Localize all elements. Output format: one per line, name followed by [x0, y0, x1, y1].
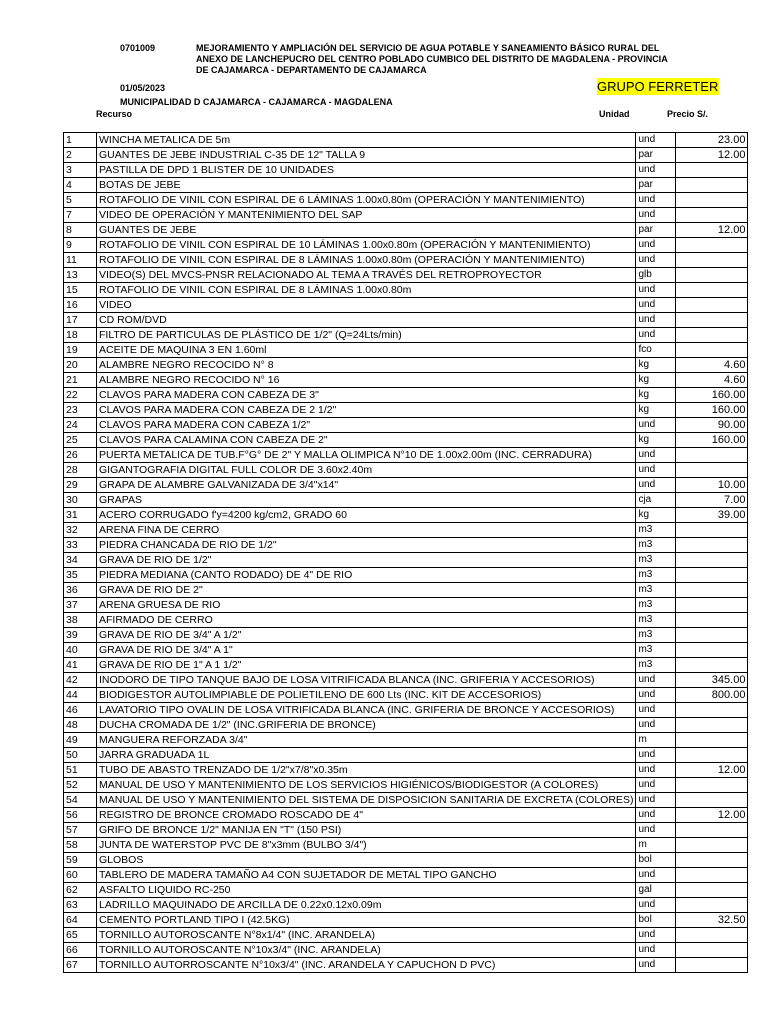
resource-price: [676, 853, 748, 868]
table-row: [64, 433, 748, 448]
table-row: [64, 628, 748, 643]
table-row: [64, 133, 748, 148]
resource-description: MANGUERA REFORZADA 3/4": [97, 733, 636, 748]
resource-unit: und: [636, 208, 676, 223]
resource-unit: und: [636, 418, 676, 433]
resource-description: ACERO CORRUGADO f'y=4200 kg/cm2, GRADO 60: [97, 508, 636, 523]
row-number: 1: [64, 133, 97, 148]
resource-description: FILTRO DE PARTICULAS DE PLÁSTICO DE 1/2" (Q=24Lts/min): [97, 328, 636, 343]
resource-unit: und: [636, 928, 676, 943]
resource-unit: m3: [636, 658, 676, 673]
row-number: 19: [64, 343, 97, 358]
table-row: [64, 658, 748, 673]
resource-table-body: [64, 133, 748, 973]
table-row: [64, 208, 748, 223]
resource-unit: m3: [636, 643, 676, 658]
resource-unit: m3: [636, 583, 676, 598]
resource-unit: m3: [636, 523, 676, 538]
resource-unit: bol: [636, 913, 676, 928]
table-row: [64, 388, 748, 403]
table-row: [64, 238, 748, 253]
table-row: [64, 763, 748, 778]
resource-description: GRAVA DE RIO DE 3/4" A 1": [97, 643, 636, 658]
row-number: 15: [64, 283, 97, 298]
table-row: [64, 778, 748, 793]
resource-unit: par: [636, 148, 676, 163]
row-number: 18: [64, 328, 97, 343]
resource-price: 160.00: [676, 388, 748, 403]
resource-price: 32.50: [676, 913, 748, 928]
row-number: 58: [64, 838, 97, 853]
row-number: 3: [64, 163, 97, 178]
resource-price: [676, 793, 748, 808]
table-row: [64, 568, 748, 583]
resource-description: DUCHA CROMADA DE 1/2" (INC.GRIFERIA DE BRONCE): [97, 718, 636, 733]
resource-price: [676, 868, 748, 883]
resource-price: [676, 538, 748, 553]
resource-price: [676, 328, 748, 343]
resource-description: GRAVA DE RIO DE 2": [97, 583, 636, 598]
resource-price: 7.00: [676, 493, 748, 508]
project-code: 0701009: [120, 43, 156, 53]
resource-price: 12.00: [676, 763, 748, 778]
row-number: 38: [64, 613, 97, 628]
resource-price: 800.00: [676, 688, 748, 703]
resource-description: GLOBOS: [97, 853, 636, 868]
resource-price: [676, 163, 748, 178]
resource-description: CLAVOS PARA MADERA CON CABEZA DE 3": [97, 388, 636, 403]
resource-description: JUNTA DE WATERSTOP PVC DE 8"x3mm (BULBO 3/4"): [97, 838, 636, 853]
table-row: [64, 508, 748, 523]
resource-unit: m3: [636, 538, 676, 553]
resource-unit: und: [636, 463, 676, 478]
resource-price: [676, 598, 748, 613]
resource-unit: und: [636, 943, 676, 958]
row-number: 26: [64, 448, 97, 463]
resource-unit: par: [636, 178, 676, 193]
company-name: GRUPO FERRETER: [597, 79, 719, 94]
resource-description: VIDEO(S) DEL MVCS-PNSR RELACIONADO AL TEMA A TRAVÉS DEL RETROPROYECTOR: [97, 268, 636, 283]
resource-description: GIGANTOGRAFIA DIGITAL FULL COLOR DE 3.60x2.40m: [97, 463, 636, 478]
resource-price: [676, 553, 748, 568]
resource-price: [676, 748, 748, 763]
row-number: 30: [64, 493, 97, 508]
resource-description: GRAVA DE RIO DE 3/4" A 1/2": [97, 628, 636, 643]
resource-description: ROTAFOLIO DE VINIL CON ESPIRAL DE 6 LÁMINAS 1.00x0.80m (OPERACIÓN Y MANTENIMIENTO): [97, 193, 636, 208]
row-number: 34: [64, 553, 97, 568]
resource-unit: und: [636, 673, 676, 688]
resource-price: [676, 343, 748, 358]
row-number: 66: [64, 943, 97, 958]
table-row: [64, 478, 748, 493]
resource-price: 39.00: [676, 508, 748, 523]
table-row: [64, 733, 748, 748]
resource-unit: und: [636, 163, 676, 178]
column-header-resource: Recurso: [96, 109, 133, 119]
resource-price: [676, 823, 748, 838]
resource-price: 12.00: [676, 223, 748, 238]
table-row: [64, 868, 748, 883]
resource-description: ROTAFOLIO DE VINIL CON ESPIRAL DE 8 LÁMINAS 1.00x0.80m: [97, 283, 636, 298]
resource-price: [676, 898, 748, 913]
table-row: [64, 223, 748, 238]
resource-price: 23.00: [676, 133, 748, 148]
resource-price: [676, 733, 748, 748]
resource-price: [676, 283, 748, 298]
resource-price: 160.00: [676, 433, 748, 448]
row-number: 63: [64, 898, 97, 913]
row-number: 32: [64, 523, 97, 538]
resource-unit: fco: [636, 343, 676, 358]
resource-price: [676, 448, 748, 463]
resource-description: GRAPA DE ALAMBRE GALVANIZADA DE 3/4"x14": [97, 478, 636, 493]
resource-description: TABLERO DE MADERA TAMAÑO A4 CON SUJETADOR DE METAL TIPO GANCHO: [97, 868, 636, 883]
row-number: 59: [64, 853, 97, 868]
resource-unit: und: [636, 868, 676, 883]
table-row: [64, 823, 748, 838]
document-date: 01/05/2023: [120, 83, 166, 93]
resource-description: GRIFO DE BRONCE 1/2" MANIJA EN "T" (150 PSI): [97, 823, 636, 838]
row-number: 42: [64, 673, 97, 688]
resource-price: [676, 928, 748, 943]
row-number: 65: [64, 928, 97, 943]
table-row: [64, 268, 748, 283]
resource-unit: und: [636, 808, 676, 823]
table-row: [64, 943, 748, 958]
row-number: 2: [64, 148, 97, 163]
resource-description: VIDEO DE OPERACIÓN Y MANTENIMIENTO DEL SAP: [97, 208, 636, 223]
resource-unit: m3: [636, 628, 676, 643]
table-row: [64, 688, 748, 703]
table-row: [64, 373, 748, 388]
row-number: 20: [64, 358, 97, 373]
table-row: [64, 598, 748, 613]
resource-table: [63, 132, 748, 973]
resource-unit: m: [636, 733, 676, 748]
resource-unit: und: [636, 718, 676, 733]
resource-description: MANUAL DE USO Y MANTENIMIENTO DEL SISTEMA DE DISPOSICION SANITARIA DE EXCRETA (COLORES): [97, 793, 636, 808]
table-row: [64, 343, 748, 358]
resource-unit: m: [636, 838, 676, 853]
row-number: 50: [64, 748, 97, 763]
table-row: [64, 838, 748, 853]
resource-description: CLAVOS PARA MADERA CON CABEZA DE 2 1/2": [97, 403, 636, 418]
resource-unit: kg: [636, 358, 676, 373]
resource-price: [676, 313, 748, 328]
resource-price: [676, 883, 748, 898]
table-row: [64, 193, 748, 208]
resource-unit: und: [636, 328, 676, 343]
table-row: [64, 283, 748, 298]
table-row: [64, 793, 748, 808]
resource-price: [676, 943, 748, 958]
resource-description: PIEDRA CHANCADA DE RIO DE 1/2": [97, 538, 636, 553]
table-row: [64, 358, 748, 373]
resource-description: ARENA GRUESA DE RIO: [97, 598, 636, 613]
row-number: 62: [64, 883, 97, 898]
table-row: [64, 958, 748, 973]
row-number: 39: [64, 628, 97, 643]
resource-description: PIEDRA MEDIANA (CANTO RODADO) DE 4" DE RIO: [97, 568, 636, 583]
table-row: [64, 538, 748, 553]
row-number: 8: [64, 223, 97, 238]
resource-price: 10.00: [676, 478, 748, 493]
resource-unit: und: [636, 898, 676, 913]
row-number: 24: [64, 418, 97, 433]
row-number: 49: [64, 733, 97, 748]
resource-description: GRAVA DE RIO DE 1/2": [97, 553, 636, 568]
resource-unit: m3: [636, 613, 676, 628]
row-number: 56: [64, 808, 97, 823]
table-row: [64, 253, 748, 268]
resource-description: WINCHA METALICA DE 5m: [97, 133, 636, 148]
resource-unit: par: [636, 223, 676, 238]
row-number: 57: [64, 823, 97, 838]
resource-description: ASFALTO LIQUIDO RC-250: [97, 883, 636, 898]
row-number: 7: [64, 208, 97, 223]
resource-description: ROTAFOLIO DE VINIL CON ESPIRAL DE 8 LÁMINAS 1.00x0.80m (OPERACIÓN Y MANTENIMIENTO): [97, 253, 636, 268]
resource-unit: bol: [636, 853, 676, 868]
resource-description: MANUAL DE USO Y MANTENIMIENTO DE LOS SERVICIOS HIGIÉNICOS/BIODIGESTOR (A COLORES): [97, 778, 636, 793]
row-number: 40: [64, 643, 97, 658]
resource-price: [676, 583, 748, 598]
table-row: [64, 913, 748, 928]
resource-description: LADRILLO MAQUINADO DE ARCILLA DE 0.22x0.12x0.09m: [97, 898, 636, 913]
resource-price: [676, 268, 748, 283]
resource-description: ARENA FINA DE CERRO: [97, 523, 636, 538]
row-number: 11: [64, 253, 97, 268]
resource-price: [676, 628, 748, 643]
resource-unit: m3: [636, 598, 676, 613]
resource-price: 345.00: [676, 673, 748, 688]
row-number: 16: [64, 298, 97, 313]
resource-price: [676, 178, 748, 193]
resource-description: GUANTES DE JEBE: [97, 223, 636, 238]
resource-price: 12.00: [676, 148, 748, 163]
resource-description: TUBO DE ABASTO TRENZADO DE 1/2"x7/8"x0.35m: [97, 763, 636, 778]
resource-description: JARRA GRADUADA 1L: [97, 748, 636, 763]
table-row: [64, 523, 748, 538]
resource-price: 4.60: [676, 358, 748, 373]
table-row: [64, 553, 748, 568]
table-row: [64, 928, 748, 943]
resource-description: GUANTES DE JEBE INDUSTRIAL C-35 DE 12" TALLA 9: [97, 148, 636, 163]
table-row: [64, 178, 748, 193]
resource-price: [676, 778, 748, 793]
resource-unit: kg: [636, 403, 676, 418]
table-row: [64, 748, 748, 763]
row-number: 54: [64, 793, 97, 808]
table-row: [64, 313, 748, 328]
table-row: [64, 613, 748, 628]
row-number: 28: [64, 463, 97, 478]
resource-unit: und: [636, 283, 676, 298]
table-row: [64, 643, 748, 658]
resource-unit: und: [636, 748, 676, 763]
resource-description: BIODIGESTOR AUTOLIMPIABLE DE POLIETILENO DE 600 Lts (INC. KIT DE ACCESORIOS): [97, 688, 636, 703]
row-number: 46: [64, 703, 97, 718]
table-row: [64, 883, 748, 898]
table-row: [64, 448, 748, 463]
table-row: [64, 493, 748, 508]
resource-unit: und: [636, 298, 676, 313]
resource-unit: m3: [636, 553, 676, 568]
row-number: 22: [64, 388, 97, 403]
resource-price: [676, 613, 748, 628]
row-number: 41: [64, 658, 97, 673]
table-row: [64, 853, 748, 868]
row-number: 51: [64, 763, 97, 778]
row-number: 33: [64, 538, 97, 553]
resource-price: [676, 253, 748, 268]
resource-price: 160.00: [676, 403, 748, 418]
row-number: 23: [64, 403, 97, 418]
row-number: 4: [64, 178, 97, 193]
row-number: 13: [64, 268, 97, 283]
row-number: 67: [64, 958, 97, 973]
resource-description: GRAVA DE RIO DE 1" A 1 1/2": [97, 658, 636, 673]
resource-description: AFIRMADO DE CERRO: [97, 613, 636, 628]
table-row: [64, 703, 748, 718]
table-row: [64, 463, 748, 478]
row-number: 9: [64, 238, 97, 253]
resource-description: BOTAS DE JEBE: [97, 178, 636, 193]
resource-price: [676, 958, 748, 973]
resource-price: 90.00: [676, 418, 748, 433]
row-number: 64: [64, 913, 97, 928]
resource-unit: und: [636, 448, 676, 463]
resource-unit: und: [636, 238, 676, 253]
resource-unit: und: [636, 823, 676, 838]
resource-price: [676, 658, 748, 673]
resource-unit: und: [636, 763, 676, 778]
resource-description: TORNILLO AUTORROSCANTE N°10x3/4" (INC. ARANDELA Y CAPUCHON D PVC): [97, 958, 636, 973]
table-row: [64, 418, 748, 433]
resource-unit: glb: [636, 268, 676, 283]
row-number: 35: [64, 568, 97, 583]
table-row: [64, 403, 748, 418]
resource-unit: m3: [636, 568, 676, 583]
table-row: [64, 328, 748, 343]
project-title: MEJORAMIENTO Y AMPLIACIÓN DEL SERVICIO DE AGUA POTABLE Y SANEAMIENTO BÁSICO RURAL DEL ANEXO DE LANCHEPUCRO DEL CENTRO POBLADO CUMBICO DEL DISTRITO DE MAGDALENA - PROVINCIA DE CAJAMARCA - DEPARTAMENTO DE CAJAMARCA: [196, 43, 668, 75]
resource-unit: und: [636, 778, 676, 793]
resource-description: ACEITE DE MAQUINA 3 EN 1.60ml: [97, 343, 636, 358]
row-number: 36: [64, 583, 97, 598]
resource-price: [676, 523, 748, 538]
resource-description: ALAMBRE NEGRO RECOCIDO N° 16: [97, 373, 636, 388]
resource-description: CEMENTO PORTLAND TIPO I (42.5KG): [97, 913, 636, 928]
resource-price: 12.00: [676, 808, 748, 823]
municipality-label: MUNICIPALIDAD D CAJAMARCA - CAJAMARCA - MAGDALENA: [120, 97, 393, 107]
resource-price: [676, 703, 748, 718]
table-row: [64, 673, 748, 688]
resource-unit: gal: [636, 883, 676, 898]
resource-description: REGISTRO DE BRONCE CROMADO ROSCADO DE 4": [97, 808, 636, 823]
resource-unit: und: [636, 193, 676, 208]
resource-price: [676, 463, 748, 478]
row-number: 60: [64, 868, 97, 883]
resource-description: LAVATORIO TIPO OVALIN DE LOSA VITRIFICADA BLANCA (INC. GRIFERIA DE BRONCE Y ACCESORIOS): [97, 703, 636, 718]
row-number: 17: [64, 313, 97, 328]
resource-description: ALAMBRE NEGRO RECOCIDO N° 8: [97, 358, 636, 373]
row-number: 52: [64, 778, 97, 793]
resource-unit: und: [636, 313, 676, 328]
resource-price: [676, 718, 748, 733]
resource-description: PUERTA METALICA DE TUB.F°G° DE 2" Y MALLA OLIMPICA N°10 DE 1.00x2.00m (INC. CERRADURA): [97, 448, 636, 463]
table-row: [64, 583, 748, 598]
resource-price: [676, 568, 748, 583]
resource-unit: und: [636, 703, 676, 718]
row-number: 5: [64, 193, 97, 208]
row-number: 29: [64, 478, 97, 493]
resource-unit: und: [636, 793, 676, 808]
column-header-price: Precio S/.: [667, 109, 709, 119]
resource-description: VIDEO: [97, 298, 636, 313]
resource-description: CD ROM/DVD: [97, 313, 636, 328]
resource-unit: kg: [636, 433, 676, 448]
resource-unit: und: [636, 253, 676, 268]
resource-price: 4.60: [676, 373, 748, 388]
resource-description: ROTAFOLIO DE VINIL CON ESPIRAL DE 10 LÁMINAS 1.00x0.80m (OPERACIÓN Y MANTENIMIENTO): [97, 238, 636, 253]
resource-price: [676, 643, 748, 658]
resource-description: PASTILLA DE DPD 1 BLISTER DE 10 UNIDADES: [97, 163, 636, 178]
resource-price: [676, 298, 748, 313]
resource-unit: kg: [636, 388, 676, 403]
row-number: 25: [64, 433, 97, 448]
table-row: [64, 298, 748, 313]
resource-price: [676, 208, 748, 223]
row-number: 31: [64, 508, 97, 523]
resource-unit: cja: [636, 493, 676, 508]
resource-description: INODORO DE TIPO TANQUE BAJO DE LOSA VITRIFICADA BLANCA (INC. GRIFERIA Y ACCESORIOS): [97, 673, 636, 688]
resource-unit: und: [636, 688, 676, 703]
resource-description: CLAVOS PARA CALAMINA CON CABEZA DE 2": [97, 433, 636, 448]
row-number: 44: [64, 688, 97, 703]
resource-description: TORNILLO AUTOROSCANTE N°8x1/4" (INC. ARANDELA): [97, 928, 636, 943]
resource-price: [676, 193, 748, 208]
resource-description: CLAVOS PARA MADERA CON CABEZA 1/2": [97, 418, 636, 433]
resource-description: GRAPAS: [97, 493, 636, 508]
resource-unit: und: [636, 478, 676, 493]
resource-unit: und: [636, 958, 676, 973]
table-row: [64, 718, 748, 733]
column-header-unit: Unidad: [599, 109, 630, 119]
resource-unit: und: [636, 133, 676, 148]
resource-unit: kg: [636, 373, 676, 388]
table-row: [64, 148, 748, 163]
table-row: [64, 163, 748, 178]
row-number: 48: [64, 718, 97, 733]
resource-description: TORNILLO AUTOROSCANTE N°10x3/4" (INC. ARANDELA): [97, 943, 636, 958]
table-row: [64, 808, 748, 823]
row-number: 21: [64, 373, 97, 388]
row-number: 37: [64, 598, 97, 613]
resource-price: [676, 238, 748, 253]
table-row: [64, 898, 748, 913]
resource-unit: kg: [636, 508, 676, 523]
resource-price: [676, 838, 748, 853]
